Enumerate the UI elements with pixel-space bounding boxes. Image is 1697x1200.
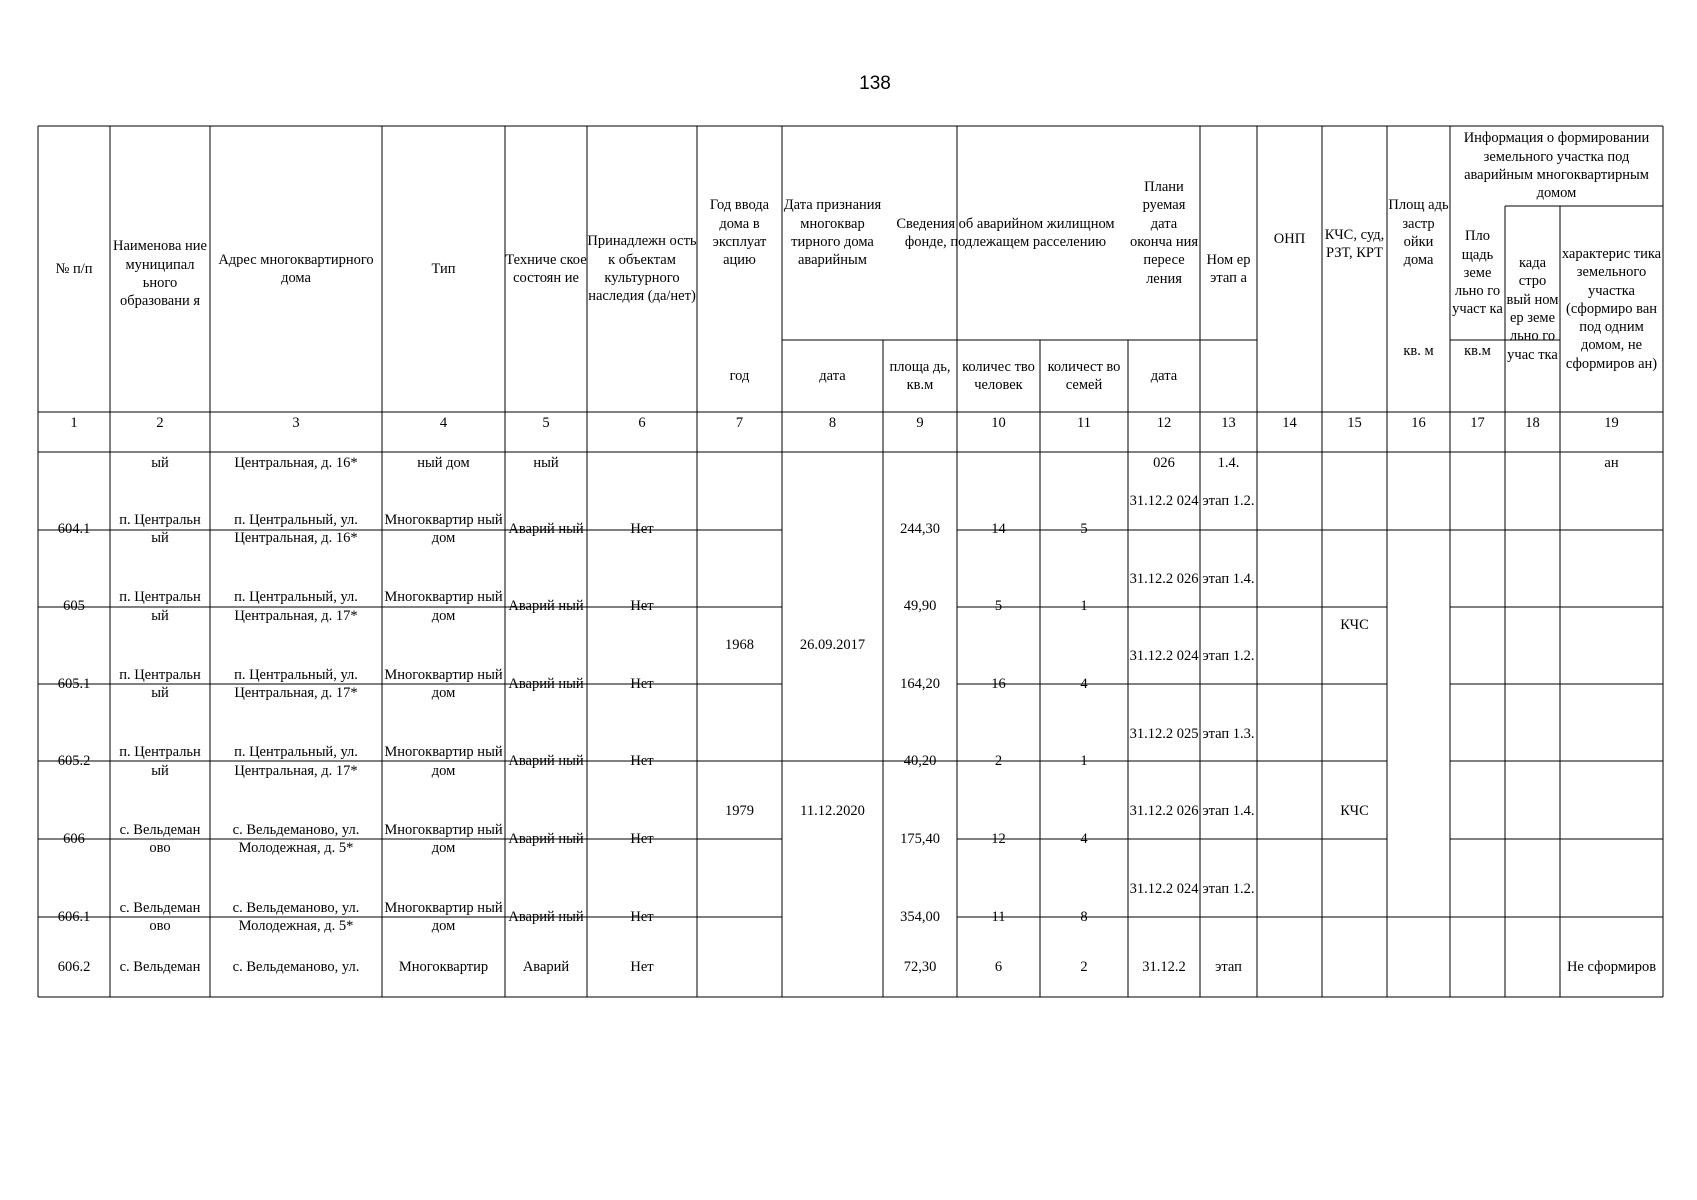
row-no: 604.1 [57, 520, 91, 537]
column-number-17: 17 [1470, 415, 1485, 431]
merged-year-1968: 1968 [725, 637, 754, 654]
header-address: Адрес многоквартирного дома [218, 251, 374, 286]
column-number-9: 9 [916, 415, 924, 431]
sub-people: количес тво человек [962, 358, 1035, 393]
row-name: п. Центральн ый [119, 511, 201, 546]
column-number-4: 4 [439, 415, 448, 431]
merged-kchs-a: КЧС [1340, 616, 1369, 633]
header-land-char: характерис тика земельного участка (сформиро ван под одним домом, не сформиров ан) [1561, 245, 1662, 372]
header-state: Техниче ское состоян ие [505, 251, 587, 286]
row-no: 606.1 [57, 908, 91, 925]
header-type: Тип [431, 260, 456, 277]
row-people: 16 [991, 675, 1006, 692]
header-planned-date: Плани руемая дата оконча ния пересе ления [1129, 179, 1199, 287]
row-no: 605.2 [57, 753, 91, 770]
column-number-6: 6 [638, 415, 646, 431]
sub-area-unit-17: кв.м [1464, 343, 1491, 359]
column-number-14: 14 [1282, 415, 1297, 431]
row-area: 72,30 [903, 959, 937, 975]
row-name: п. Центральн ый [119, 666, 201, 701]
row-state: Аварий ный [508, 520, 584, 537]
column-number-7: 7 [735, 415, 744, 431]
header-heritage: Принадлежн ость к объектам культурного наследия (да/нет) [587, 233, 697, 305]
row-date-end: 31.12.2 [1142, 959, 1186, 975]
row-area: 164,20 [900, 675, 940, 692]
row-heritage: Нет [630, 675, 654, 692]
sub-area-unit-16: кв. м [1403, 343, 1434, 359]
row-type: Многоквартир ный дом [384, 511, 503, 546]
column-number-11: 11 [1077, 415, 1091, 431]
column-number-5: 5 [542, 415, 550, 431]
row-families: 8 [1080, 908, 1088, 925]
header-onp: ОНП [1273, 230, 1306, 247]
merged-date-2017: 26.09.2017 [799, 637, 866, 654]
page-number: 138 [859, 73, 891, 94]
row-families: 5 [1080, 520, 1088, 537]
header-land-area: Пло щадь земе льно го участ ка [1452, 228, 1503, 318]
row-type: Многоквартир ный дом [384, 899, 503, 934]
row-stage: этап 1.2. [1202, 648, 1255, 664]
row-address: с. Вельдеманово, ул. [232, 959, 360, 975]
column-number-12: 12 [1156, 415, 1172, 431]
header-land-info: Информация о формировании земельного участка под аварийным многоквартирным домом [1463, 130, 1650, 202]
row-people: 6 [994, 959, 1003, 975]
row-stage: этап 1.2. [1202, 493, 1255, 509]
column-number-13: 13 [1221, 415, 1236, 431]
sub-date: дата [819, 367, 846, 384]
row-heritage: Нет [630, 959, 654, 975]
row-families: 4 [1080, 830, 1088, 847]
merged-date-2020: 11.12.2020 [800, 803, 865, 820]
row-name: с. Вельдеман ово [119, 821, 201, 856]
row-families: 2 [1080, 959, 1088, 975]
row-area: 244,30 [900, 520, 940, 537]
row-address: п. Центральный, ул. Центральная, д. 17* [234, 744, 358, 779]
row-stage: этап 1.4. [1202, 571, 1255, 587]
column-number-3: 3 [292, 415, 300, 431]
row-people: 5 [994, 598, 1003, 615]
row-date-end: 31.12.2 024 [1129, 648, 1199, 664]
row-area: 354,00 [900, 908, 940, 925]
row-name: п. Центральн ый [119, 589, 201, 624]
header-building-area: Площ адь застр ойки дома [1388, 197, 1449, 269]
row-heritage: Нет [630, 908, 654, 925]
sub-planned-date: дата [1150, 367, 1178, 384]
row-area: 175,40 [900, 830, 940, 847]
cont-name: ый [151, 455, 169, 471]
merged-kchs-b: КЧС [1340, 803, 1369, 820]
header-municipality: Наименова ние муниципал ьного образовани я [113, 238, 207, 310]
cont-char: ан [1604, 455, 1619, 471]
cont-stage: 1.4. [1217, 455, 1240, 471]
row-people: 14 [991, 520, 1006, 537]
cont-date-end: 026 [1153, 455, 1175, 471]
sub-area: площа дь, кв.м [889, 358, 951, 393]
header-stage: Ном ер этап а [1206, 251, 1251, 286]
row-name: с. Вельдеман ово [119, 899, 201, 934]
row-people: 11 [991, 908, 1006, 925]
column-number-8: 8 [828, 415, 837, 431]
merged-year-1979: 1979 [725, 803, 754, 820]
column-number-18: 18 [1525, 415, 1540, 431]
row-stage: этап 1.2. [1202, 881, 1255, 897]
row-state: Аварий ный [508, 675, 584, 692]
row-state: Аварий ный [508, 830, 584, 847]
row-date-end: 31.12.2 026 [1129, 571, 1199, 587]
row-name: с. Вельдеман [119, 959, 201, 975]
row-families: 1 [1080, 598, 1088, 615]
row-state: Аварий [522, 959, 570, 975]
header-no: № п/п [55, 260, 93, 277]
column-number-15: 15 [1347, 415, 1362, 431]
column-number-2: 2 [156, 415, 164, 431]
row-type: Многоквартир [398, 959, 489, 975]
row-people: 12 [991, 830, 1006, 847]
row-state: Аварий ный [508, 598, 584, 615]
row-state: Аварий ный [508, 753, 584, 770]
column-number-19: 19 [1604, 415, 1619, 431]
row-address: п. Центральный, ул. Центральная, д. 17* [234, 666, 358, 701]
cont-state: ный [533, 455, 559, 471]
row-stage: этап 1.3. [1202, 726, 1255, 742]
row-char: Не сформиров [1566, 959, 1657, 975]
cont-address: Центральная, д. 16* [234, 455, 358, 471]
header-cadastral: када стро вый ном ер земе льно го учас тка [1506, 255, 1559, 363]
row-families: 1 [1080, 753, 1088, 770]
row-type: Многоквартир ный дом [384, 589, 503, 624]
row-date-end: 31.12.2 024 [1129, 881, 1199, 897]
row-heritage: Нет [630, 598, 654, 615]
row-people: 2 [994, 753, 1003, 770]
row-type: Многоквартир ный дом [384, 821, 503, 856]
column-number-1: 1 [70, 415, 78, 431]
row-date-end: 31.12.2 024 [1129, 493, 1199, 509]
row-type: Многоквартир ный дом [384, 744, 503, 779]
row-address: п. Центральный, ул. Центральная, д. 16* [234, 511, 358, 546]
header-kchs: КЧС, суд, РЗТ, КРТ [1324, 226, 1385, 261]
row-address: с. Вельдеманово, ул. Молодежная, д. 5* [232, 899, 360, 934]
row-date-end: 31.12.2 026 [1129, 803, 1199, 819]
row-stage: этап 1.4. [1202, 803, 1255, 819]
row-heritage: Нет [630, 520, 654, 537]
row-address: с. Вельдеманово, ул. Молодежная, д. 5* [232, 821, 360, 856]
column-number-10: 10 [991, 415, 1006, 431]
row-area: 40,20 [903, 753, 937, 770]
header-housing-info: Сведения об аварийном жилищном фонде, подлежащем расселению [896, 215, 1115, 250]
sub-year: год [729, 367, 750, 384]
header-year: Год ввода дома в эксплуат ацию [709, 197, 770, 269]
row-heritage: Нет [630, 753, 654, 770]
row-type: Многоквартир ный дом [384, 666, 503, 701]
row-date-end: 31.12.2 025 [1129, 726, 1199, 742]
row-address: п. Центральный, ул. Центральная, д. 17* [234, 589, 358, 624]
row-state: Аварий ный [508, 908, 584, 925]
row-heritage: Нет [630, 830, 654, 847]
row-name: п. Центральн ый [119, 744, 201, 779]
sub-families: количест во семей [1047, 358, 1121, 393]
column-number-16: 16 [1411, 415, 1426, 431]
row-no: 605.1 [57, 675, 91, 692]
row-stage: этап [1215, 959, 1242, 975]
row-no: 605 [63, 598, 85, 615]
row-area: 49,90 [903, 598, 937, 615]
cont-type: ный дом [417, 455, 470, 471]
row-no: 606 [63, 830, 85, 847]
row-no: 606.2 [57, 959, 91, 975]
header-recognition-date: Дата признания многоквар тирного дома аварийным [783, 197, 882, 269]
row-families: 4 [1080, 675, 1088, 692]
